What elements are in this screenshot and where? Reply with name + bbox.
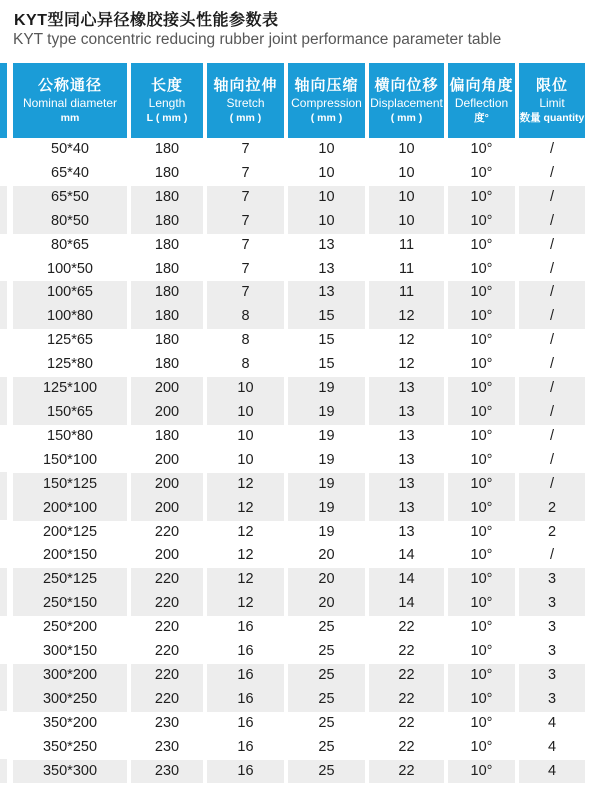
table-cell: 8 [205, 329, 286, 353]
table-cell: 25 [286, 712, 367, 736]
table-cell: / [549, 547, 555, 564]
table-cell: 230 [129, 712, 205, 736]
table-cell: 2 [547, 523, 557, 540]
table-cell: 80*50 [13, 210, 129, 234]
table-cell: 25 [286, 760, 367, 784]
col-header-en: Compression [291, 96, 362, 110]
table-cell: 13 [286, 258, 367, 282]
table-cell: 13 [367, 473, 446, 497]
table-cell: 100*65 [13, 281, 129, 305]
table-row [13, 377, 585, 401]
table-cell: / [549, 451, 555, 468]
col-header-unit: ( mm ) [310, 112, 343, 124]
col-header-en: Nominal diameter [22, 96, 118, 110]
table-cell: 12 [205, 568, 286, 592]
table-cell: / [549, 380, 555, 397]
table-cell: 16 [205, 688, 286, 712]
table-row [13, 210, 585, 234]
table-cell: 19 [286, 473, 367, 497]
table-cell: 11 [367, 234, 446, 258]
table-cell: 4 [547, 714, 557, 731]
table-cell: 300*150 [13, 640, 129, 664]
table-cell: 7 [205, 162, 286, 186]
table-cell: 10° [446, 138, 517, 162]
table-cell: 250*150 [13, 592, 129, 616]
left-edge-strip-row [0, 520, 7, 544]
table-cell: 125*80 [13, 353, 129, 377]
table-cell: 10° [446, 616, 517, 640]
table-row [13, 544, 585, 568]
table-row [13, 401, 585, 425]
table-cell: 14 [367, 544, 446, 568]
table-row [13, 258, 585, 282]
table-cell: 220 [129, 640, 205, 664]
table-cell: 15 [286, 305, 367, 329]
table-cell: 10° [446, 281, 517, 305]
table-cell: 10 [367, 186, 446, 210]
table-cell: 10° [446, 521, 517, 545]
left-edge-strip-row [0, 329, 7, 353]
table-cell: 180 [129, 162, 205, 186]
page-title: KYT型同心异径橡胶接头性能参数表 [14, 12, 279, 29]
table-cell: 19 [286, 401, 367, 425]
table-cell: 22 [367, 664, 446, 688]
table-cell: 10° [446, 497, 517, 521]
table-cell: 200*100 [13, 497, 129, 521]
table-cell: / [549, 475, 555, 492]
table-cell: 150*80 [13, 425, 129, 449]
col-header-displacement [367, 63, 446, 138]
table-row [13, 425, 585, 449]
table-cell: 180 [129, 281, 205, 305]
table-cell: 10° [446, 664, 517, 688]
table-cell: / [549, 308, 555, 325]
left-edge-strip-row [0, 162, 7, 186]
table-cell: 25 [286, 616, 367, 640]
table-cell: 200 [129, 473, 205, 497]
table-cell: 350*200 [13, 712, 129, 736]
table-cell: 10° [446, 449, 517, 473]
table-cell: 10° [446, 736, 517, 760]
table-cell: 13 [367, 521, 446, 545]
table-cell: 10 [367, 210, 446, 234]
left-edge-strip-row [0, 759, 7, 783]
table-cell: 200 [129, 449, 205, 473]
table-cell: 15 [286, 329, 367, 353]
table-cell: 10° [446, 329, 517, 353]
table-cell: 350*300 [13, 760, 129, 784]
table-row [13, 568, 585, 592]
table-cell: 13 [367, 425, 446, 449]
table-cell: 220 [129, 688, 205, 712]
table-cell: 25 [286, 664, 367, 688]
table-cell: 180 [129, 210, 205, 234]
table-cell: 10° [446, 234, 517, 258]
left-edge-strip-row [0, 640, 7, 664]
table-cell: / [549, 427, 555, 444]
col-header-deflection [446, 63, 517, 138]
table-cell: 10 [286, 138, 367, 162]
col-header-en: Limit [539, 96, 565, 110]
table-cell: 180 [129, 258, 205, 282]
table-cell: 4 [547, 762, 557, 779]
table-row [13, 640, 585, 664]
table-cell: 8 [205, 305, 286, 329]
left-edge-strip-row [0, 425, 7, 449]
col-header-zh: 横向位移 [374, 77, 439, 94]
table-cell: 22 [367, 688, 446, 712]
table-cell: 19 [286, 521, 367, 545]
table-cell: 12 [205, 497, 286, 521]
table-cell: / [549, 403, 555, 420]
table-cell: 150*125 [13, 473, 129, 497]
table-cell: 7 [205, 234, 286, 258]
left-edge-strip-row [0, 544, 7, 568]
table-row [13, 736, 585, 760]
left-edge-strip-row [0, 281, 7, 305]
col-header-zh: 轴向压缩 [294, 77, 359, 94]
table-cell: 16 [205, 640, 286, 664]
table-cell: 200 [129, 377, 205, 401]
table-cell: 180 [129, 329, 205, 353]
table-cell: 16 [205, 664, 286, 688]
table-cell: 180 [129, 353, 205, 377]
col-header-zh: 限位 [535, 77, 568, 94]
table-header-row [13, 63, 585, 138]
table-cell: 10 [205, 449, 286, 473]
col-header-nominal-diameter [13, 63, 129, 138]
table-cell: 20 [286, 568, 367, 592]
table-cell: 8 [205, 353, 286, 377]
table-cell: 19 [286, 449, 367, 473]
table-row [13, 712, 585, 736]
table-cell: 125*65 [13, 329, 129, 353]
table-cell: 19 [286, 377, 367, 401]
table-cell: 180 [129, 425, 205, 449]
table-cell: 65*40 [13, 162, 129, 186]
table-cell: 10° [446, 305, 517, 329]
table-cell: 125*100 [13, 377, 129, 401]
table-cell: 10 [205, 425, 286, 449]
table-cell: 230 [129, 760, 205, 784]
table-row [13, 497, 585, 521]
table-cell: 10° [446, 401, 517, 425]
table-cell: 10° [446, 544, 517, 568]
table-cell: 10° [446, 592, 517, 616]
table-row [13, 305, 585, 329]
left-edge-strip-row [0, 472, 7, 496]
left-edge-strip-row [0, 401, 7, 425]
left-edge-strip-row [0, 496, 7, 520]
table-cell: 350*250 [13, 736, 129, 760]
left-edge-strip-row [0, 592, 7, 616]
left-edge-strip-row [0, 687, 7, 711]
table-row [13, 234, 585, 258]
table-cell: 10° [446, 760, 517, 784]
table-cell: 220 [129, 592, 205, 616]
table-cell: 4 [547, 738, 557, 755]
table-cell: 10° [446, 162, 517, 186]
table-cell: 200*125 [13, 521, 129, 545]
table-cell: 22 [367, 712, 446, 736]
left-edge-strip-row [0, 353, 7, 377]
table-cell: 16 [205, 736, 286, 760]
table-cell: 11 [367, 281, 446, 305]
table-cell: 150*65 [13, 401, 129, 425]
table-cell: 12 [205, 592, 286, 616]
table-row [13, 592, 585, 616]
col-header-en: Stretch [226, 96, 265, 110]
table-row [13, 329, 585, 353]
table-cell: 7 [205, 258, 286, 282]
table-cell: 14 [367, 568, 446, 592]
table-cell: 13 [367, 377, 446, 401]
col-header-unit: ( mm ) [229, 112, 262, 124]
left-edge-strip-row [0, 377, 7, 401]
col-header-length [129, 63, 205, 138]
table-cell: 13 [367, 449, 446, 473]
left-edge-strip [0, 63, 7, 783]
table-cell: 200*150 [13, 544, 129, 568]
table-cell: 3 [547, 595, 557, 612]
table-cell: / [549, 164, 555, 181]
table-cell: 50*40 [13, 138, 129, 162]
table-cell: 2 [547, 499, 557, 516]
table-cell: 13 [286, 234, 367, 258]
col-header-unit: mm [60, 112, 80, 124]
table-cell: 180 [129, 234, 205, 258]
table-row [13, 688, 585, 712]
table-cell: 250*200 [13, 616, 129, 640]
table-cell: / [549, 356, 555, 373]
table-cell: 10° [446, 568, 517, 592]
table-row [13, 449, 585, 473]
col-header-unit: 数量 quantity [519, 112, 585, 124]
table-cell: 3 [547, 619, 557, 636]
table-cell: 12 [367, 329, 446, 353]
table-cell: 180 [129, 186, 205, 210]
table-cell: 13 [286, 281, 367, 305]
table-cell: 180 [129, 305, 205, 329]
table-cell: / [549, 284, 555, 301]
col-header-unit: 度° [474, 112, 489, 124]
col-header-zh: 轴向拉伸 [213, 77, 278, 94]
table-cell: 16 [205, 616, 286, 640]
table-cell: 7 [205, 210, 286, 234]
table-cell: 14 [367, 592, 446, 616]
left-edge-strip-row [0, 257, 7, 281]
table-cell: 3 [547, 571, 557, 588]
table-cell: 10° [446, 186, 517, 210]
left-edge-strip-row [0, 711, 7, 735]
left-edge-strip-row [0, 305, 7, 329]
table-cell: 20 [286, 592, 367, 616]
table-row [13, 186, 585, 210]
table-cell: 11 [367, 258, 446, 282]
col-header-stretch [205, 63, 286, 138]
table-cell: 300*250 [13, 688, 129, 712]
table-cell: 10° [446, 377, 517, 401]
table-cell: 10 [286, 186, 367, 210]
table-cell: 16 [205, 760, 286, 784]
col-header-zh: 长度 [150, 77, 183, 94]
left-edge-strip-row [0, 210, 7, 234]
parameter-table [13, 63, 585, 783]
table-cell: 19 [286, 425, 367, 449]
table-cell: 19 [286, 497, 367, 521]
col-header-en: Displacement [370, 96, 443, 110]
table-cell: 12 [205, 544, 286, 568]
table-cell: 220 [129, 664, 205, 688]
table-cell: 100*50 [13, 258, 129, 282]
table-cell: 10 [205, 377, 286, 401]
table-cell: 25 [286, 736, 367, 760]
table-row [13, 473, 585, 497]
table-cell: 22 [367, 760, 446, 784]
table-cell: 22 [367, 640, 446, 664]
table-cell: 22 [367, 616, 446, 640]
col-header-en: Length [148, 96, 186, 110]
table-cell: 10 [286, 210, 367, 234]
left-edge-strip-header [0, 63, 7, 138]
table-cell: 220 [129, 616, 205, 640]
table-cell: 3 [547, 643, 557, 660]
table-cell: / [549, 236, 555, 253]
left-edge-strip-row [0, 449, 7, 473]
col-header-limit [517, 63, 585, 138]
table-row [13, 138, 585, 162]
table-cell: 10 [367, 138, 446, 162]
col-header-zh: 偏向角度 [449, 77, 514, 94]
table-cell: 10° [446, 425, 517, 449]
table-cell: 15 [286, 353, 367, 377]
left-edge-strip-row [0, 735, 7, 759]
table-row [13, 281, 585, 305]
table-cell: 10° [446, 640, 517, 664]
table-cell: 230 [129, 736, 205, 760]
page-subtitle: KYT type concentric reducing rubber joint performance parameter table [13, 31, 502, 48]
table-cell: 7 [205, 138, 286, 162]
table-cell: 300*200 [13, 664, 129, 688]
table-row [13, 162, 585, 186]
table-cell: / [549, 212, 555, 229]
table-cell: 13 [367, 497, 446, 521]
table-cell: 12 [367, 305, 446, 329]
table-cell: 10 [205, 401, 286, 425]
table-cell: 10 [367, 162, 446, 186]
table-cell: 200 [129, 401, 205, 425]
table-cell: 25 [286, 688, 367, 712]
table-cell: / [549, 332, 555, 349]
table-cell: 80*65 [13, 234, 129, 258]
table-cell: 12 [205, 473, 286, 497]
table-cell: 150*100 [13, 449, 129, 473]
table-cell: 200 [129, 544, 205, 568]
table-cell: 180 [129, 138, 205, 162]
table-cell: 250*125 [13, 568, 129, 592]
table-cell: 10 [286, 162, 367, 186]
table-cell: 7 [205, 186, 286, 210]
table-cell: 10° [446, 210, 517, 234]
col-header-unit: L ( mm ) [146, 112, 188, 124]
left-edge-strip-row [0, 138, 7, 162]
left-edge-strip-row [0, 234, 7, 258]
table-cell: 25 [286, 640, 367, 664]
table-cell: / [549, 141, 555, 157]
table-cell: 10° [446, 473, 517, 497]
table-cell: / [549, 260, 555, 277]
col-header-compression [286, 63, 367, 138]
table-cell: 12 [367, 353, 446, 377]
table-cell: 12 [205, 521, 286, 545]
table-cell: 3 [547, 666, 557, 683]
table-cell: 100*80 [13, 305, 129, 329]
col-header-unit: ( mm ) [390, 112, 423, 124]
table-cell: 3 [547, 690, 557, 707]
table-row [13, 616, 585, 640]
table-cell: 220 [129, 568, 205, 592]
table-cell: 13 [367, 401, 446, 425]
table-row [13, 664, 585, 688]
left-edge-strip-row [0, 664, 7, 688]
table-cell: / [549, 188, 555, 205]
left-edge-strip-row [0, 568, 7, 592]
table-cell: 22 [367, 736, 446, 760]
table-cell: 10° [446, 353, 517, 377]
table-row [13, 353, 585, 377]
table-cell: 10° [446, 688, 517, 712]
left-edge-strip-row [0, 616, 7, 640]
table-cell: 220 [129, 521, 205, 545]
table-row [13, 521, 585, 545]
col-header-en: Deflection [454, 96, 509, 110]
table-row [13, 760, 585, 784]
left-edge-strip-row [0, 186, 7, 210]
table-cell: 7 [205, 281, 286, 305]
table-cell: 10° [446, 258, 517, 282]
table-cell: 10° [446, 712, 517, 736]
table-cell: 20 [286, 544, 367, 568]
col-header-zh: 公称通径 [37, 77, 102, 94]
table-cell: 65*50 [13, 186, 129, 210]
table-cell: 200 [129, 497, 205, 521]
table-cell: 16 [205, 712, 286, 736]
